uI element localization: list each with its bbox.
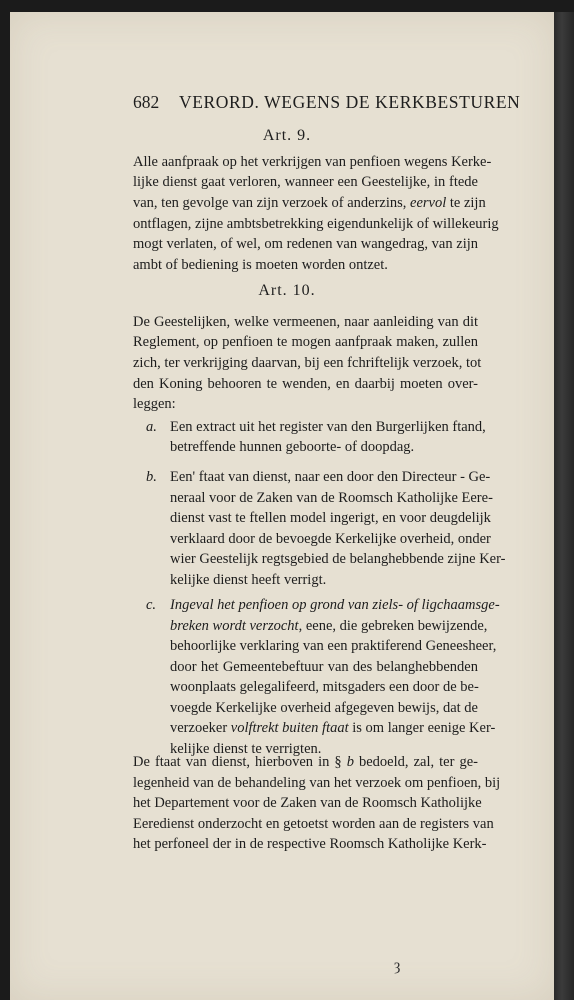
text-line: verklaard door de bevoegde Kerkelijke overheid, onder [170, 531, 491, 547]
text-line: het Departement voor de Zaken van de Roomsch Katholijke [133, 795, 482, 811]
running-title: VERORD. WEGENS DE KERKBESTUREN [179, 92, 521, 112]
text-fragment: eervol [410, 195, 447, 211]
text-line: door het Gemeentebeftuur van des belanghebbenden [170, 659, 478, 675]
text-line: zich, ter verkrijging daarvan, bij een fchriftelijk verzoek, tot [133, 355, 482, 371]
text-line: Eeredienst onderzocht en getoetst worden aan de registers van [133, 816, 494, 832]
text-line: Een extract uit het register van den Burgerlijken ftand, [170, 419, 486, 435]
text-line: neraal voor de Zaken van de Roomsch Katholijke Eere- [170, 490, 493, 506]
item-marker-b: b. [146, 469, 157, 485]
page-edge [554, 12, 574, 1000]
text-line: betreffende hunnen geboorte- of doopdag. [170, 439, 415, 455]
text-fragment: , eene, die gebreken bewijzende, [298, 618, 488, 634]
text-fragment: volftrekt buiten ftaat [230, 720, 349, 736]
text-line: dienst vast te ftellen model ingerigt, en voor deugdelijk [170, 510, 491, 526]
text-fragment: te zijn [446, 195, 486, 211]
text-line: Een' ftaat van dienst, naar een door den Directeur - Ge- [170, 469, 491, 485]
text-line: ambt of bediening is moeten worden ontzet. [133, 257, 388, 273]
text-line: ontflagen, zijne ambtsbetrekking eigendunkelijk of willekeurig [133, 216, 499, 232]
art10-heading: Art. 10. [258, 282, 316, 299]
text-line [170, 615, 488, 637]
text-line: Ingeval het penfioen op grond van ziels- of ligchaamsge- [170, 597, 500, 613]
text-fragment: van, ten gevolge van zijn verzoek of anderzins, [133, 195, 411, 211]
text-line: den Koning behooren te wenden, en daarbij moeten over- [133, 376, 478, 392]
text-line [170, 717, 496, 739]
text-line: voegde Kerkelijke overheid afgegeven bewijs, dat de [170, 700, 478, 716]
page-number: 682 [133, 92, 160, 112]
text-line: woonplaats gelegalifeerd, mitsgaders een door de be- [170, 679, 479, 695]
text-fragment: bedoeld, zal, ter ge- [353, 754, 478, 770]
text-line: wier Geestelijk regtsgebied de belanghebbende zijne Ker- [170, 551, 506, 567]
art9-heading: Art. 9. [262, 127, 312, 144]
text-line: mogt verlaten, of wel, om redenen van wangedrag, van zijn [133, 236, 478, 252]
text-fragment: De ftaat van dienst, hierboven in § [133, 754, 347, 770]
running-header [133, 92, 521, 114]
text-fragment: b [346, 754, 354, 770]
item-marker-c: c. [146, 597, 157, 613]
text-line: kelijke dienst te verrigten. [170, 741, 322, 757]
text-line: het perfoneel der in de respective Roomsch Katholijke Kerk- [133, 836, 487, 852]
text-line: Alle aanfpraak op het verkrijgen van penfioen wegens Kerke- [133, 154, 492, 170]
text-line: kelijke dienst heeft verrigt. [170, 572, 327, 588]
text-fragment: breken wordt verzocht [170, 618, 299, 634]
text-line: legenheid van de behandeling van het verzoek om penfioen, bij [133, 775, 501, 791]
text-line: leggen: [133, 396, 176, 412]
text-line: lijke dienst gaat verloren, wanneer een Geestelijke, in ftede [133, 174, 478, 190]
text-fragment: verzoeker [170, 720, 231, 736]
text-line: Reglement, op penfioen te mogen aanfpraak maken, zullen [133, 334, 478, 350]
text-fragment: is om langer eenige Ker- [348, 720, 496, 736]
signature-mark: ȝ [394, 957, 401, 974]
text-line: De Geestelijken, welke vermeenen, naar aanleiding van dit [133, 314, 478, 330]
text-line [133, 192, 486, 214]
text-line: behoorlijke verklaring van een praktiferend Geneesheer, [170, 638, 497, 654]
item-marker-a: a. [146, 419, 157, 435]
text-line [133, 751, 478, 773]
